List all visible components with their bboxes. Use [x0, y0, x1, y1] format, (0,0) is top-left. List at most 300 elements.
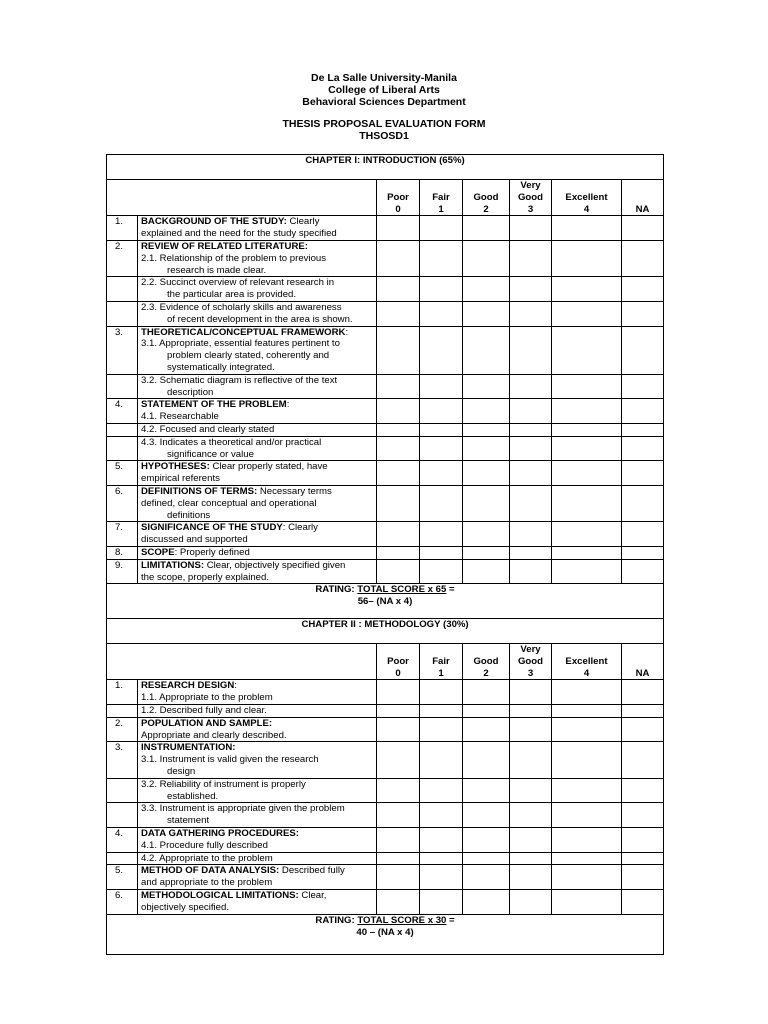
chapter-2-table	[106, 618, 664, 955]
criterion-text	[138, 704, 377, 717]
score-cell-poor[interactable]	[377, 522, 420, 547]
score-cell-fair[interactable]	[420, 301, 463, 326]
criterion-row	[107, 742, 664, 778]
score-cell-good[interactable]	[463, 803, 510, 828]
score-cell-poor[interactable]	[377, 680, 420, 705]
score-cell-good[interactable]	[463, 436, 510, 461]
score-cell-fair[interactable]	[420, 374, 463, 399]
score-cell-good[interactable]	[463, 301, 510, 326]
criterion-line	[141, 803, 373, 815]
score-cell-poor[interactable]	[377, 742, 420, 778]
criterion-row	[107, 436, 664, 461]
criteria-header-cell	[107, 180, 377, 216]
rating-header-good	[463, 644, 510, 680]
score-cell-excellent[interactable]	[552, 240, 622, 276]
score-cell-na[interactable]	[622, 704, 664, 717]
score-cell-good[interactable]	[463, 399, 510, 424]
score-cell-na[interactable]	[622, 485, 664, 521]
score-cell-fair[interactable]	[420, 704, 463, 717]
score-cell-poor[interactable]	[377, 301, 420, 326]
score-cell-na[interactable]	[622, 852, 664, 865]
criterion-heading: BACKGROUND OF THE STUDY:	[141, 216, 287, 228]
criterion-number: 9.	[107, 559, 138, 584]
score-cell-fair[interactable]	[420, 277, 463, 302]
criterion-number: 8.	[107, 546, 138, 559]
score-cell-poor[interactable]	[377, 326, 420, 374]
criterion-number: 1.	[107, 680, 138, 705]
criterion-number	[107, 436, 138, 461]
criterion-line: 3.1. Appropriate, essential features pertinent to	[141, 338, 340, 350]
score-cell-fair[interactable]	[420, 546, 463, 559]
criterion-text	[138, 803, 377, 828]
score-cell-na[interactable]	[622, 374, 664, 399]
criterion-heading: INSTRUMENTATION:	[141, 742, 236, 754]
criterion-row	[107, 827, 664, 852]
criterion-description: 3.2. Reliability of instrument is properly	[141, 778, 306, 790]
score-cell-very-good[interactable]	[510, 240, 552, 276]
score-cell-excellent[interactable]	[552, 852, 622, 865]
score-cell-excellent[interactable]	[552, 546, 622, 559]
criterion-line: Appropriate and clearly described.	[141, 729, 287, 741]
chapter-1-table	[106, 154, 664, 619]
score-cell-na[interactable]	[622, 680, 664, 705]
score-cell-na[interactable]	[622, 461, 664, 486]
score-cell-excellent[interactable]	[552, 399, 622, 424]
score-cell-very-good[interactable]	[510, 546, 552, 559]
criterion-row	[107, 423, 664, 436]
score-cell-na[interactable]	[622, 559, 664, 584]
score-cell-good[interactable]	[463, 742, 510, 778]
score-cell-na[interactable]	[622, 778, 664, 803]
score-cell-poor[interactable]	[377, 240, 420, 276]
criterion-line	[141, 216, 373, 228]
criterion-text	[138, 461, 377, 486]
score-cell-excellent[interactable]	[552, 704, 622, 717]
criterion-line	[141, 680, 373, 692]
criterion-line	[141, 486, 373, 498]
score-cell-na[interactable]	[622, 803, 664, 828]
criterion-heading: LIMITATIONS:	[141, 559, 205, 571]
score-cell-excellent[interactable]	[552, 865, 622, 890]
score-cell-good[interactable]	[463, 461, 510, 486]
score-cell-good[interactable]	[463, 852, 510, 865]
rating-header-na	[622, 644, 664, 680]
score-cell-na[interactable]	[622, 399, 664, 424]
rating-header-fair	[420, 180, 463, 216]
rating-header-label: 3	[527, 667, 534, 679]
criterion-heading: POPULATION AND SAMPLE:	[141, 717, 273, 729]
score-cell-na[interactable]	[622, 546, 664, 559]
criterion-heading: DATA GATHERING PROCEDURES:	[141, 827, 299, 839]
criterion-heading: SCOPE	[141, 546, 175, 558]
criterion-number: 4.	[107, 399, 138, 424]
score-cell-fair[interactable]	[420, 865, 463, 890]
rating-header-label: Very	[520, 644, 541, 655]
criterion-line	[141, 399, 373, 411]
criterion-number: 3.	[107, 326, 138, 374]
score-cell-excellent[interactable]	[552, 717, 622, 742]
criteria-header-cell	[107, 644, 377, 680]
score-cell-very-good[interactable]	[510, 374, 552, 399]
criterion-heading: THEORETICAL/CONCEPTUAL FRAMEWORK	[141, 326, 346, 338]
criterion-description: Clearly	[286, 216, 320, 228]
score-cell-very-good[interactable]	[510, 680, 552, 705]
criterion-line	[141, 779, 373, 791]
criterion-row	[107, 301, 664, 326]
score-cell-poor[interactable]	[377, 436, 420, 461]
score-cell-fair[interactable]	[420, 522, 463, 547]
criterion-line: 2.1. Relationship of the problem to previous	[141, 252, 327, 264]
score-cell-fair[interactable]	[420, 852, 463, 865]
criterion-text	[138, 423, 377, 436]
criterion-description: Clear, objectively specified given	[204, 559, 346, 571]
score-cell-na[interactable]	[622, 301, 664, 326]
criterion-line	[141, 560, 373, 572]
criterion-line: research is made clear.	[167, 264, 267, 276]
score-cell-na[interactable]	[622, 889, 664, 914]
score-cell-good[interactable]	[463, 326, 510, 374]
criterion-text	[138, 277, 377, 302]
score-cell-poor[interactable]	[377, 216, 420, 241]
score-cell-na[interactable]	[622, 865, 664, 890]
score-cell-good[interactable]	[463, 216, 510, 241]
criterion-line	[141, 424, 373, 436]
criterion-number	[107, 277, 138, 302]
score-cell-good[interactable]	[463, 704, 510, 717]
score-cell-fair[interactable]	[420, 680, 463, 705]
criterion-line	[141, 461, 373, 473]
rating-header-fair	[420, 644, 463, 680]
criterion-text	[138, 240, 377, 276]
criterion-line: problem clearly stated, coherently and	[167, 350, 330, 362]
criterion-row	[107, 522, 664, 547]
rating-header-label: Fair	[432, 655, 450, 667]
score-cell-fair[interactable]	[420, 423, 463, 436]
score-cell-poor[interactable]	[377, 865, 420, 890]
rating-header-label: Poor	[387, 655, 409, 667]
criterion-line: systematically integrated.	[167, 361, 275, 373]
rating-header-na	[622, 180, 664, 216]
score-cell-good[interactable]	[463, 889, 510, 914]
score-cell-fair[interactable]	[420, 461, 463, 486]
criterion-text	[138, 889, 377, 914]
score-cell-poor[interactable]	[377, 717, 420, 742]
criterion-heading: DEFINITIONS OF TERMS:	[141, 485, 258, 497]
score-cell-excellent[interactable]	[552, 742, 622, 778]
score-cell-very-good[interactable]	[510, 522, 552, 547]
criterion-description: Described fully	[279, 865, 345, 877]
criterion-line: the particular area is provided.	[167, 289, 297, 301]
score-cell-excellent[interactable]	[552, 522, 622, 547]
criterion-row	[107, 865, 664, 890]
criterion-description: 3.3. Instrument is appropriate given the problem	[141, 803, 345, 815]
criterion-number: 6.	[107, 889, 138, 914]
criterion-text	[138, 216, 377, 241]
criterion-text	[138, 717, 377, 742]
score-cell-very-good[interactable]	[510, 485, 552, 521]
score-cell-fair[interactable]	[420, 889, 463, 914]
criterion-text	[138, 436, 377, 461]
rating-denominator: 56– (NA x 4)	[357, 596, 413, 608]
score-cell-very-good[interactable]	[510, 301, 552, 326]
criterion-row	[107, 852, 664, 865]
criterion-line: defined, clear conceptual and operational	[141, 497, 317, 509]
score-cell-good[interactable]	[463, 717, 510, 742]
criterion-number	[107, 704, 138, 717]
score-cell-good[interactable]	[463, 485, 510, 521]
score-cell-fair[interactable]	[420, 742, 463, 778]
score-cell-excellent[interactable]	[552, 461, 622, 486]
criterion-line: statement	[167, 815, 210, 827]
criterion-number	[107, 803, 138, 828]
score-cell-fair[interactable]	[420, 778, 463, 803]
rating-header-poor	[377, 180, 420, 216]
score-cell-excellent[interactable]	[552, 423, 622, 436]
score-cell-na[interactable]	[622, 216, 664, 241]
score-cell-excellent[interactable]	[552, 374, 622, 399]
score-cell-good[interactable]	[463, 680, 510, 705]
score-cell-na[interactable]	[622, 240, 664, 276]
rating-header-poor	[377, 644, 420, 680]
rating-header-label: Good	[473, 191, 499, 203]
score-cell-excellent[interactable]	[552, 277, 622, 302]
criterion-text	[138, 326, 377, 374]
score-cell-good[interactable]	[463, 522, 510, 547]
criterion-line: definitions	[167, 509, 211, 521]
rating-header-very-good	[510, 180, 552, 216]
criterion-line: explained and the need for the study specified	[141, 228, 337, 240]
rating-line	[110, 584, 660, 596]
score-cell-good[interactable]	[463, 546, 510, 559]
score-cell-very-good[interactable]	[510, 865, 552, 890]
criterion-description: 3.2. Schematic diagram is reflective of the text	[141, 374, 338, 386]
criterion-row	[107, 704, 664, 717]
score-cell-na[interactable]	[622, 827, 664, 852]
rating-header-label: Excellent	[565, 655, 608, 667]
score-cell-poor[interactable]	[377, 423, 420, 436]
criterion-description: : Clearly	[282, 522, 318, 534]
criterion-line	[141, 327, 373, 339]
criterion-number	[107, 423, 138, 436]
criterion-description: 4.3. Indicates a theoretical and/or practical	[141, 436, 322, 448]
score-cell-fair[interactable]	[420, 326, 463, 374]
score-cell-excellent[interactable]	[552, 889, 622, 914]
criterion-row	[107, 240, 664, 276]
score-cell-very-good[interactable]	[510, 704, 552, 717]
rating-header-label: 1	[438, 203, 444, 215]
score-cell-excellent[interactable]	[552, 485, 622, 521]
criterion-text	[138, 680, 377, 705]
criterion-line: 4.1. Researchable	[141, 411, 219, 423]
criterion-line	[141, 277, 373, 289]
criterion-number: 1.	[107, 216, 138, 241]
score-cell-excellent[interactable]	[552, 778, 622, 803]
criterion-description: 4.2. Appropriate to the problem	[141, 852, 273, 864]
score-cell-very-good[interactable]	[510, 852, 552, 865]
score-cell-very-good[interactable]	[510, 461, 552, 486]
criterion-row	[107, 559, 664, 584]
score-cell-fair[interactable]	[420, 436, 463, 461]
rating-numerator: TOTAL SCORE x 65	[357, 584, 447, 596]
criterion-description: 2.3. Evidence of scholarly skills and awareness	[141, 301, 342, 313]
score-cell-very-good[interactable]	[510, 277, 552, 302]
rating-formula	[107, 584, 664, 619]
rating-header-very-good	[510, 644, 552, 680]
score-cell-very-good[interactable]	[510, 778, 552, 803]
score-cell-excellent[interactable]	[552, 326, 622, 374]
rating-header-label: NA	[635, 667, 650, 679]
rating-header-label: 3	[527, 203, 534, 215]
rating-header-label: 1	[438, 667, 444, 679]
criterion-heading: RESEARCH DESIGN	[141, 680, 235, 692]
rating-equals: =	[446, 914, 455, 926]
score-cell-fair[interactable]	[420, 240, 463, 276]
score-cell-excellent[interactable]	[552, 680, 622, 705]
criterion-text	[138, 301, 377, 326]
criterion-description: :	[234, 680, 237, 692]
score-cell-good[interactable]	[463, 423, 510, 436]
score-cell-poor[interactable]	[377, 399, 420, 424]
score-cell-fair[interactable]	[420, 559, 463, 584]
criterion-text	[138, 778, 377, 803]
score-cell-poor[interactable]	[377, 889, 420, 914]
criterion-row	[107, 546, 664, 559]
criterion-line	[141, 375, 373, 387]
score-cell-poor[interactable]	[377, 559, 420, 584]
criterion-description: 2.2. Succinct overview of relevant research in	[141, 277, 335, 289]
score-cell-excellent[interactable]	[552, 559, 622, 584]
criterion-heading: HYPOTHESES:	[141, 461, 210, 473]
rating-formula	[107, 914, 664, 954]
criterion-row	[107, 399, 664, 424]
criterion-number: 7.	[107, 522, 138, 547]
form-title: THESIS PROPOSAL EVALUATION FORM	[282, 118, 486, 130]
criterion-number: 3.	[107, 742, 138, 778]
score-cell-very-good[interactable]	[510, 216, 552, 241]
score-cell-poor[interactable]	[377, 827, 420, 852]
criterion-line	[141, 718, 373, 730]
score-cell-poor[interactable]	[377, 374, 420, 399]
score-cell-na[interactable]	[622, 742, 664, 778]
criterion-heading: METHOD OF DATA ANALYSIS:	[141, 865, 280, 877]
score-cell-very-good[interactable]	[510, 559, 552, 584]
criterion-number: 6.	[107, 485, 138, 521]
score-cell-na[interactable]	[622, 522, 664, 547]
score-cell-fair[interactable]	[420, 399, 463, 424]
criterion-line	[141, 705, 373, 717]
criterion-line: established.	[167, 790, 219, 802]
score-cell-poor[interactable]	[377, 778, 420, 803]
criterion-row	[107, 485, 664, 521]
score-cell-poor[interactable]	[377, 546, 420, 559]
criterion-text	[138, 742, 377, 778]
rating-header-label: 2	[483, 667, 489, 679]
criterion-text	[138, 852, 377, 865]
criterion-line	[141, 828, 373, 840]
criterion-description: :	[345, 326, 349, 338]
score-cell-poor[interactable]	[377, 852, 420, 865]
rating-header-excellent	[552, 644, 622, 680]
score-cell-very-good[interactable]	[510, 326, 552, 374]
score-cell-excellent[interactable]	[552, 436, 622, 461]
score-cell-poor[interactable]	[377, 277, 420, 302]
criterion-row	[107, 717, 664, 742]
criterion-row	[107, 680, 664, 705]
score-cell-excellent[interactable]	[552, 216, 622, 241]
rating-header-label: Very	[520, 180, 541, 191]
criterion-description: 4.2. Focused and clearly stated	[141, 423, 275, 435]
score-cell-good[interactable]	[463, 827, 510, 852]
criterion-number	[107, 374, 138, 399]
score-cell-poor[interactable]	[377, 704, 420, 717]
criterion-row	[107, 216, 664, 241]
criterion-text	[138, 865, 377, 890]
score-cell-good[interactable]	[463, 778, 510, 803]
score-cell-poor[interactable]	[377, 461, 420, 486]
score-cell-very-good[interactable]	[510, 827, 552, 852]
score-cell-excellent[interactable]	[552, 827, 622, 852]
criterion-text	[138, 522, 377, 547]
criterion-line: the scope, properly explained.	[141, 571, 269, 583]
score-cell-excellent[interactable]	[552, 301, 622, 326]
criterion-line: significance or value	[167, 448, 254, 460]
criterion-line: description	[167, 386, 214, 398]
score-cell-na[interactable]	[622, 436, 664, 461]
criterion-row	[107, 326, 664, 374]
score-cell-very-good[interactable]	[510, 423, 552, 436]
score-cell-very-good[interactable]	[510, 436, 552, 461]
score-cell-fair[interactable]	[420, 216, 463, 241]
score-cell-fair[interactable]	[420, 485, 463, 521]
score-cell-very-good[interactable]	[510, 717, 552, 742]
criterion-line: 1.1. Appropriate to the problem	[141, 692, 273, 704]
criterion-line	[141, 865, 373, 877]
score-cell-na[interactable]	[622, 717, 664, 742]
score-cell-fair[interactable]	[420, 717, 463, 742]
criterion-text	[138, 399, 377, 424]
score-cell-fair[interactable]	[420, 803, 463, 828]
chapter-title: CHAPTER I: INTRODUCTION (65%)	[107, 155, 664, 180]
criterion-heading: SIGNIFICANCE OF THE STUDY	[141, 522, 283, 534]
score-cell-poor[interactable]	[377, 485, 420, 521]
criterion-text	[138, 546, 377, 559]
criterion-line: 3.1. Instrument is valid given the research	[141, 754, 319, 766]
score-cell-good[interactable]	[463, 240, 510, 276]
score-cell-good[interactable]	[463, 865, 510, 890]
score-cell-very-good[interactable]	[510, 889, 552, 914]
score-cell-na[interactable]	[622, 423, 664, 436]
criterion-description: : Properly defined	[174, 546, 250, 558]
score-cell-good[interactable]	[463, 374, 510, 399]
score-cell-fair[interactable]	[420, 827, 463, 852]
score-cell-very-good[interactable]	[510, 803, 552, 828]
chapter-title: CHAPTER II : METHODOLOGY (30%)	[107, 619, 664, 644]
score-cell-very-good[interactable]	[510, 399, 552, 424]
criterion-line: 4.1. Procedure fully described	[141, 839, 268, 851]
criterion-line	[141, 437, 373, 449]
score-cell-na[interactable]	[622, 277, 664, 302]
score-cell-na[interactable]	[622, 326, 664, 374]
score-cell-excellent[interactable]	[552, 803, 622, 828]
score-cell-good[interactable]	[463, 559, 510, 584]
criterion-heading: REVIEW OF RELATED LITERATURE:	[141, 240, 308, 252]
rating-header-label: Fair	[432, 191, 450, 203]
rating-header-label: NA	[635, 203, 650, 215]
score-cell-good[interactable]	[463, 277, 510, 302]
score-cell-very-good[interactable]	[510, 742, 552, 778]
score-cell-poor[interactable]	[377, 803, 420, 828]
form-code: THSOSD1	[359, 130, 409, 142]
